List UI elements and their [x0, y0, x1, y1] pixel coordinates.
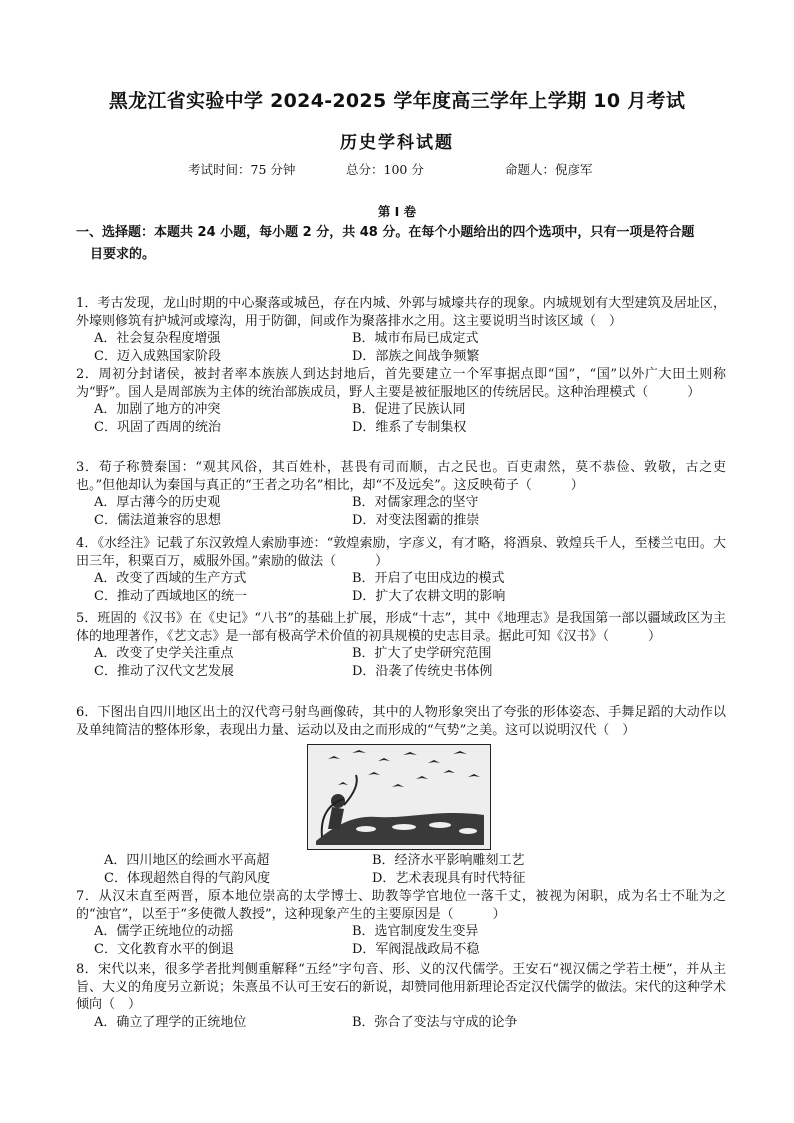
option-a: A．厚古薄今的历史观	[94, 495, 221, 511]
options	[76, 923, 726, 958]
question-stem: 1．考古发现，龙山时期的中心聚落或城邑，存在内城、外郭与城壕共存的现象。内城规划有大型建筑及居址区，外壕则修筑有护城河或壕沟，用于防御，间或作为聚落排水之用。这主要说明当时该区域（ ）	[76, 296, 726, 329]
option-c: C．推动了西域地区的统一	[94, 588, 247, 604]
exam-subtitle: 历史学科试题	[340, 133, 454, 153]
question-stem: 5．班固的《汉书》在《史记》“八书”的基础上扩展，形成“十志”，其中《地理志》是我国第一部以疆域政区为主体的地理著作，《艺文志》是一部有极高学术价值的初具规模的史志目录。据此可知《汉书》（ ）	[76, 611, 726, 644]
options	[76, 401, 726, 436]
option-b: B．扩大了史学研究范围	[352, 646, 492, 662]
question-7	[76, 888, 726, 958]
options	[76, 570, 726, 605]
question-stem: 6．下图出自四川地区出土的汉代弯弓射鸟画像砖，其中的人物形象突出了夸张的形体姿态、手舞足蹈的大动作以及单纯简洁的整体形象，表现出力量、运动以及由之而形成的“气势”之美。这可以说明汉代（ ）	[76, 705, 726, 738]
option-b: B．城市布局已成定式	[352, 331, 479, 347]
option-b: B．弥合了变法与守成的论争	[352, 1014, 518, 1030]
option-c: C．迈入成熟国家阶段	[94, 348, 221, 364]
option-b: B．选官制度发生变异	[352, 924, 479, 940]
option-c: C．体现超然自得的气韵风度	[104, 870, 270, 886]
exam-title: 黑龙江省实验中学 2024-2025 学年度高三学年上学期 10 月考试	[108, 90, 686, 112]
option-a: A．社会复杂程度增强	[94, 331, 221, 347]
section-instructions	[76, 222, 726, 266]
option-a: A．改变了西域的生产方式	[94, 571, 247, 587]
question-6	[76, 704, 726, 739]
question-6-options	[76, 852, 726, 887]
section-line-2: 目要求的。	[90, 247, 156, 262]
question-stem: 2．周初分封诸侯，被封者率本族族人到达封地后，首先要建立一个军事据点即“国”，“国”以外广大田土则称为“野”。国人是周部族为主体的统治部族成员，野人主要是被征服地区的传统居民。这种治理模式（ ）	[76, 367, 726, 400]
option-a: A．改变了史学关注重点	[94, 646, 234, 662]
question-5	[76, 610, 726, 680]
option-d: D．部族之间战争频繁	[352, 348, 480, 364]
option-a: A．加剧了地方的冲突	[94, 402, 221, 418]
option-c: C．推动了汉代文艺发展	[94, 663, 234, 679]
question-stem: 8．宋代以来，很多学者批判侧重解释“五经”字句音、形、义的汉代儒学。王安石“视汉儒之学若土梗”，并从主旨、大义的角度另立新说；朱熹虽不认可王安石的新说，却赞同他用新理论否定汉代儒学的做法。宋代的这种学术倾向（ ）	[76, 962, 727, 1013]
volume-label: 第 Ⅰ 卷	[377, 204, 417, 219]
option-c: C．文化教育水平的倒退	[94, 941, 234, 957]
option-b: B．促进了民族认同	[352, 402, 466, 418]
total-score: 总分：100 分	[346, 162, 424, 177]
options	[76, 852, 726, 887]
question-4	[76, 535, 726, 605]
option-d: D．军阀混战政局不稳	[352, 941, 480, 957]
option-c: C．儒法道兼容的思想	[94, 512, 221, 528]
question-stem: 7．从汉末直至两晋，原本地位崇高的太学博士、助教等学官地位一落千丈，被视为闲职，成为名士不耻为之的“浊官”，以至于“多使微人教授”，这种现象产生的主要原因是（ ）	[76, 889, 726, 922]
option-c: C．巩固了西周的统治	[94, 419, 221, 435]
option-d: D．维系了专制集权	[352, 419, 467, 435]
option-a: A．四川地区的绘画水平高超	[104, 853, 270, 868]
options	[76, 645, 726, 680]
exam-time: 考试时间：75 分钟	[188, 162, 296, 177]
option-d: D．扩大了农耕文明的影响	[352, 588, 506, 604]
option-b: B．对儒家理念的坚守	[352, 495, 479, 511]
question-2	[76, 366, 726, 436]
options	[76, 494, 726, 529]
question-stem: 3．荀子称赞秦国：“观其风俗，其百姓朴，甚畏有司而顺，古之民也。百吏肃然，莫不恭俭、敦敬，古之吏也。”但他却认为秦国与真正的“王者之功名”相比，却“不及远矣”。这反映荀子（ ）	[76, 460, 726, 493]
question-stem: 4．《水经注》记载了东汉敦煌人索励事迹：“敦煌索励，字彦义，有才略，将酒泉、敦煌兵千人，至楼兰屯田。大田三年，积粟百万，威服外国。”索励的做法（ ）	[76, 536, 726, 569]
options	[76, 1014, 726, 1049]
option-a: A．儒学正统地位的动摇	[94, 924, 234, 940]
option-a: A．确立了理学的正统地位	[94, 1014, 247, 1030]
section-line-1: 一、选择题：本题共 24 小题，每小题 2 分，共 48 分。在每个小题给出的四个选项中，只有一项是符合题	[76, 225, 695, 240]
option-d: D．艺术表现具有时代特征	[372, 870, 526, 886]
option-d: D．沿袭了传统史书体例	[352, 663, 493, 679]
options	[76, 330, 726, 365]
question-8	[76, 961, 726, 1049]
option-b: B．经济水平影响雕刻工艺	[372, 853, 525, 868]
option-d: D．对变法图霸的推崇	[352, 512, 480, 528]
question-1	[76, 295, 726, 365]
author: 命题人：倪彦军	[505, 162, 593, 177]
question-3	[76, 459, 726, 529]
hunting-brick-illustration	[307, 744, 491, 850]
option-b: B．开启了屯田戍边的模式	[352, 571, 505, 587]
